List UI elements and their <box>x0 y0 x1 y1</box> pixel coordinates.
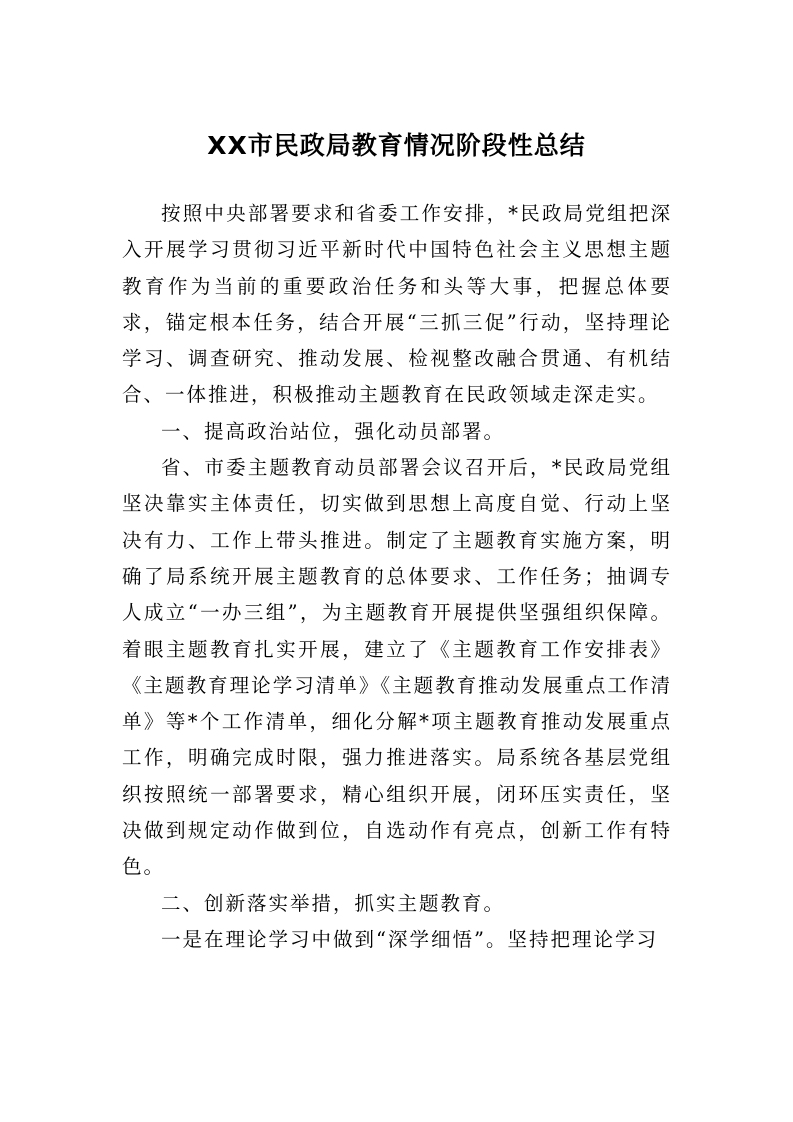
document-body <box>122 196 672 958</box>
section-heading-2: 二、创新落实举措，抓实主题教育。 <box>161 891 506 915</box>
document-title: XX市民政局教育情况阶段性总结 <box>207 131 586 160</box>
paragraph-section-2: 一是在理论学习中做到“深学细悟”。坚持把理论学习 <box>161 927 658 951</box>
paragraph-intro: 按照中央部署要求和省委工作安排，*民政局党组把深入开展学习贯彻习近平新时代中国特色社会主义思想主题教育作为当前的重要政治任务和头等大事，把握总体要求，锚定根本任务，结合开展“三抓三促”行动，坚持理论学习、调查研究、推动发展、检视整改融合贯通、有机结合、一体推进，积极推动主题教育在民政领域走深走实。 <box>122 202 672 407</box>
paragraph-section-1: 省、市委主题教育动员部署会议召开后，*民政局党组坚决靠实主体责任，切实做到思想上高度自觉、行动上坚决有力、工作上带头推进。制定了主题教育实施方案，明确了局系统开展主题教育的总体要求、工作任务；抽调专人成立“一办三组”，为主题教育开展提供坚强组织保障。着眼主题教育扎实开展，建立了《主题教育工作安排表》《主题教育理论学习清单》《主题教育推动发展重点工作清单》等*个工作清单，细化分解*项主题教育推动发展重点工作，明确完成时限，强力推进落实。局系统各基层党组织按照统一部署要求，精心组织开展，闭环压实责任，坚决做到规定动作做到位，自选动作有亮点，创新工作有特色。 <box>122 456 672 879</box>
section-heading-1: 一、提高政治站位，强化动员部署。 <box>161 419 506 443</box>
